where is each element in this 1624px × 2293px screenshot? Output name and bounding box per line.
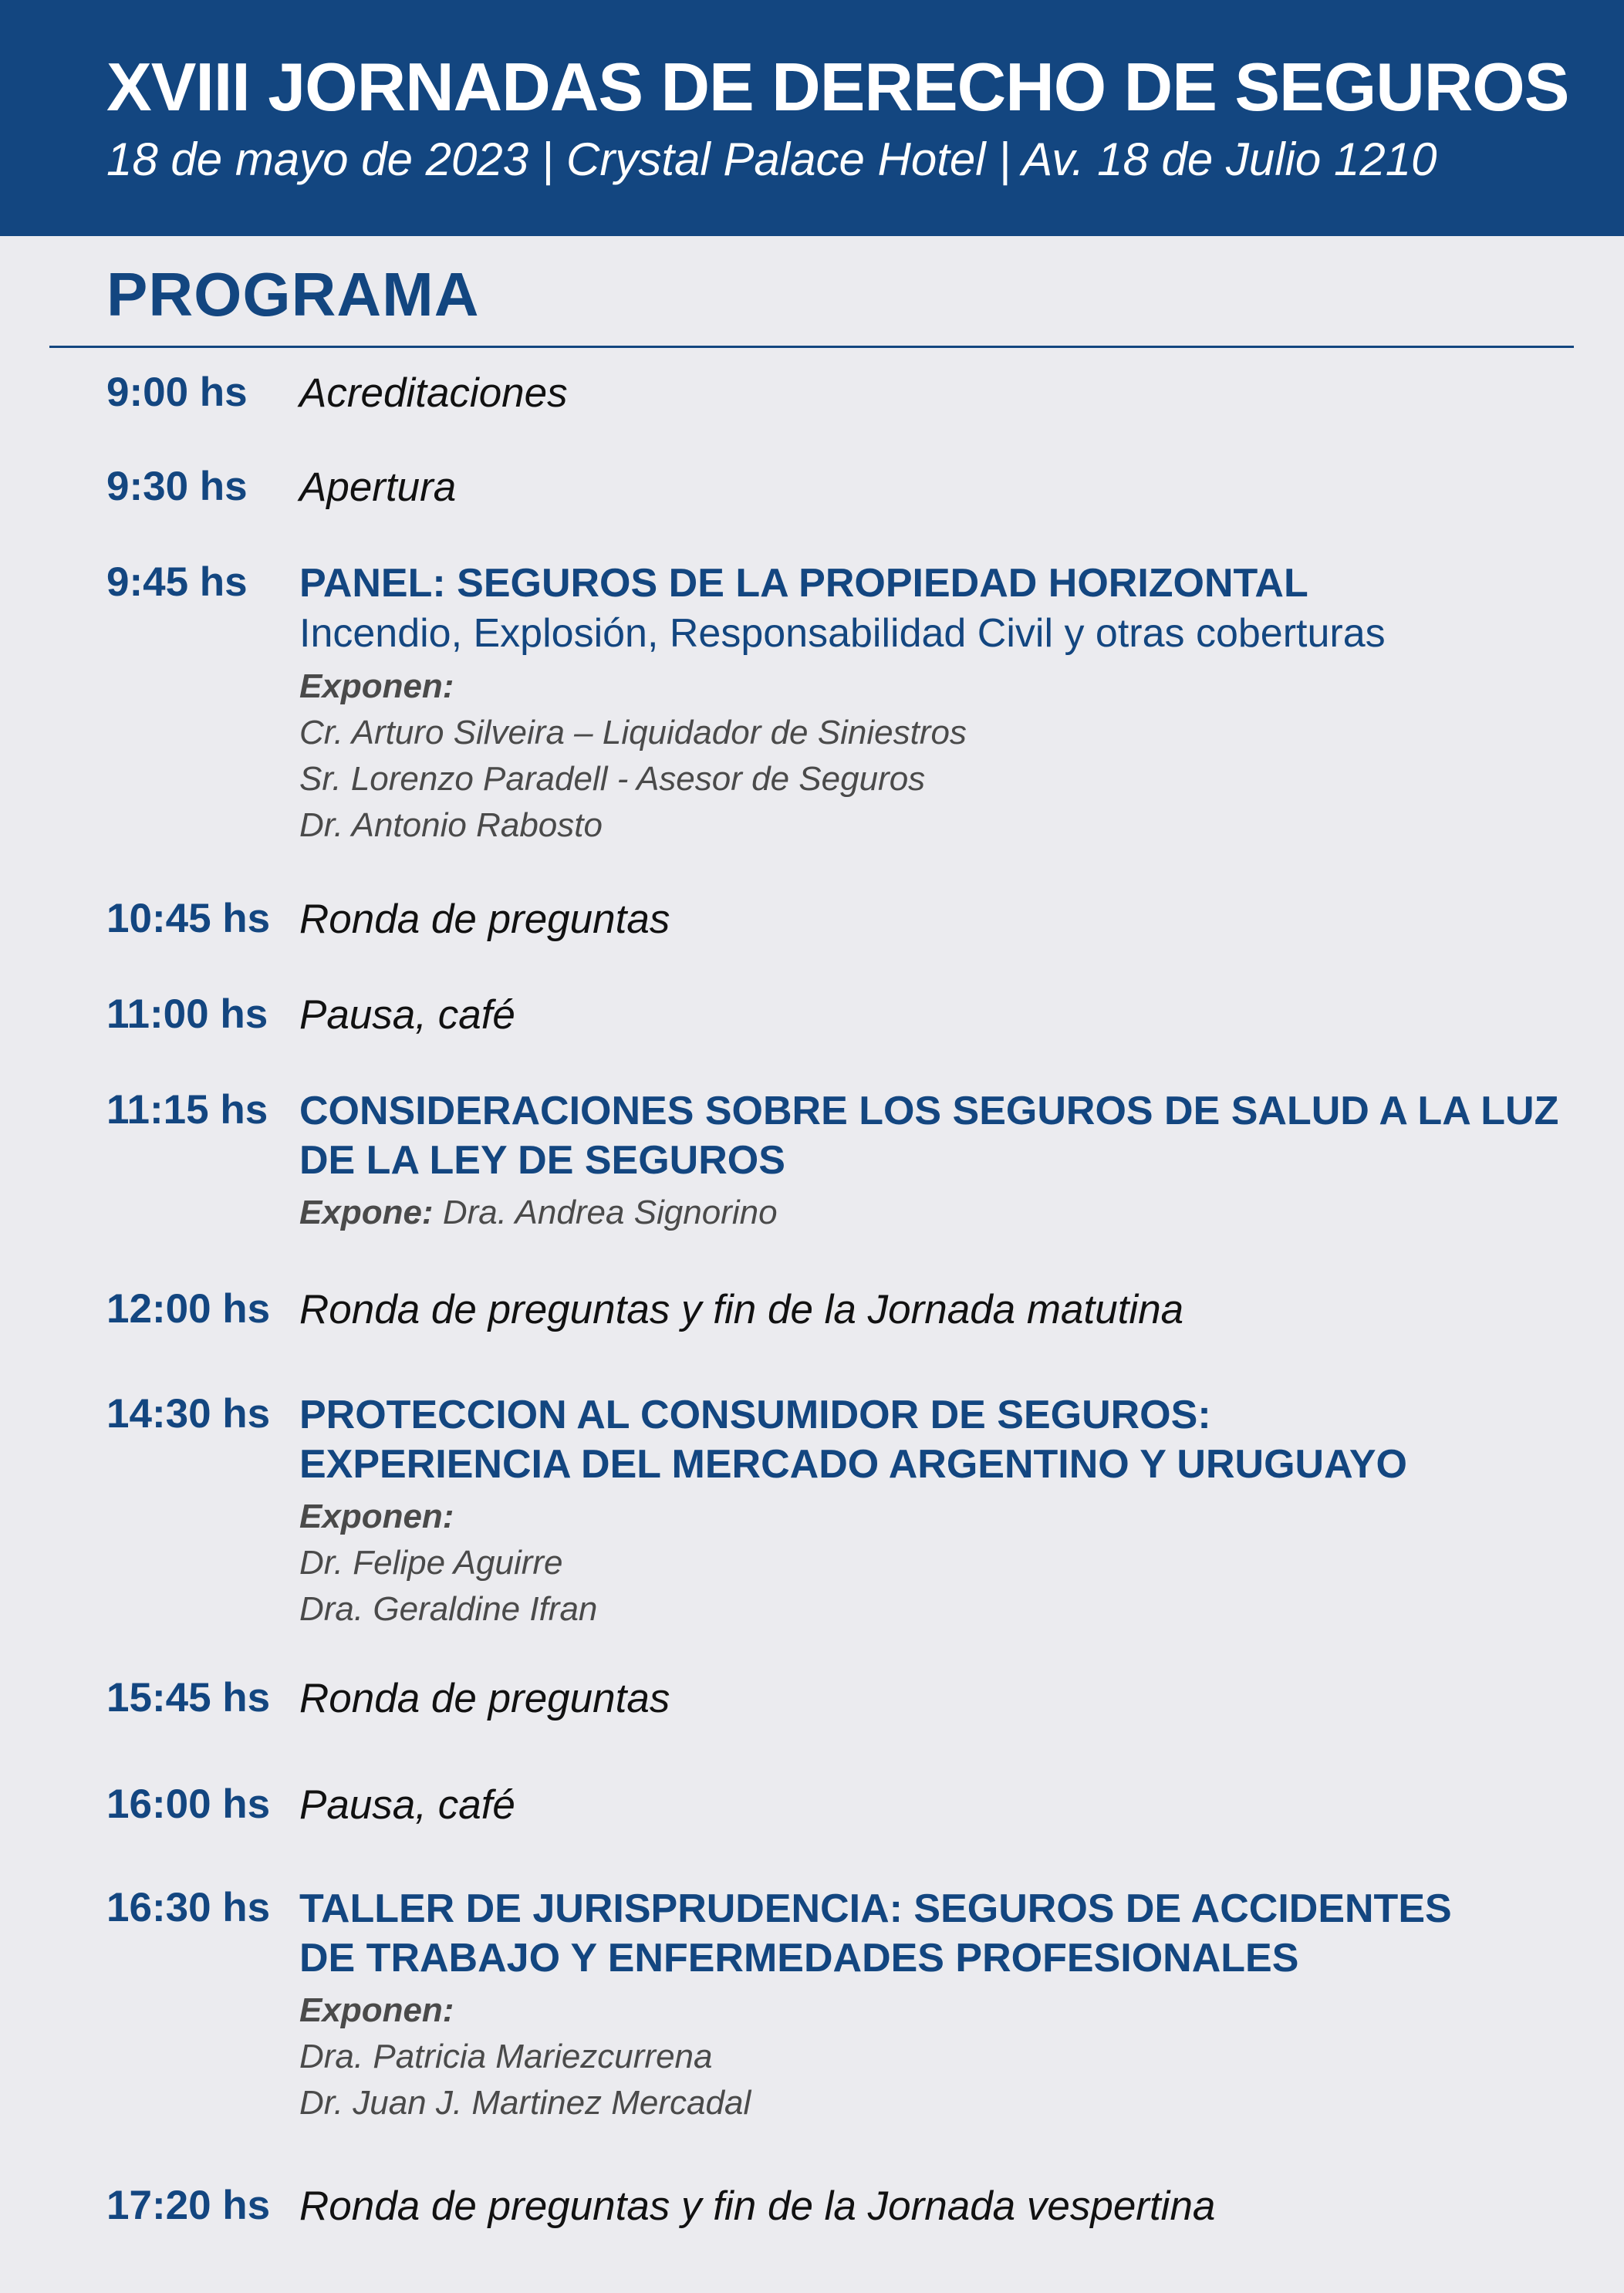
item-subheading: Incendio, Explosión, Responsabilidad Civil y otras coberturas: [299, 611, 1386, 656]
item-time: 15:45 hs: [106, 1675, 271, 1721]
item-heading: PANEL: SEGUROS DE LA PROPIEDAD HORIZONTAL: [299, 561, 1308, 606]
item-heading: EXPERIENCIA DEL MERCADO ARGENTINO Y URUGUAYO: [299, 1442, 1407, 1487]
speaker: Dra. Geraldine Ifran: [299, 1590, 598, 1628]
item-text: Pausa, café: [299, 992, 515, 1038]
speakers-block: [299, 1190, 1595, 1236]
item-time: 14:30 hs: [106, 1391, 271, 1437]
speakers-block: [299, 1494, 1595, 1633]
section-title: PROGRAMA: [106, 260, 480, 329]
item-heading: DE LA LEY DE SEGUROS: [299, 1138, 785, 1183]
item-time: 16:30 hs: [106, 1885, 271, 1930]
header-banner: [0, 0, 1624, 236]
speaker: Dr. Juan J. Martinez Mercadal: [299, 2084, 751, 2122]
speakers-block: [299, 664, 1595, 849]
item-heading: TALLER DE JURISPRUDENCIA: SEGUROS DE ACCIDENTES: [299, 1886, 1452, 1931]
item-time: 17:20 hs: [106, 2183, 271, 2228]
item-text: Ronda de preguntas: [299, 1676, 670, 1721]
event-title: XVIII JORNADAS DE DERECHO DE SEGUROS: [106, 49, 1569, 125]
speaker: Dra. Patricia Mariezcurrena: [299, 2038, 713, 2075]
speaker: Dr. Antonio Rabosto: [299, 806, 603, 844]
item-time: 9:45 hs: [106, 559, 248, 605]
item-heading: PROTECCION AL CONSUMIDOR DE SEGUROS:: [299, 1393, 1211, 1437]
item-text: Pausa, café: [299, 1782, 515, 1828]
speaker: Dra. Andrea Signorino: [442, 1194, 778, 1231]
item-time: 11:15 hs: [106, 1087, 268, 1133]
item-time: 9:00 hs: [106, 370, 248, 415]
item-time: 12:00 hs: [106, 1286, 271, 1332]
item-time: 10:45 hs: [106, 896, 271, 941]
speaker: Sr. Lorenzo Paradell - Asesor de Seguros: [299, 760, 926, 798]
item-time: 11:00 hs: [106, 991, 268, 1037]
item-text: Apertura: [299, 464, 457, 510]
item-heading: CONSIDERACIONES SOBRE LOS SEGUROS DE SALUD A LA LUZ: [299, 1089, 1559, 1133]
speakers-label: Exponen:: [299, 1991, 454, 2029]
section-divider: [49, 346, 1574, 348]
item-text: Ronda de preguntas: [299, 897, 670, 942]
item-text: Acreditaciones: [299, 370, 568, 416]
speakers-label: Exponen:: [299, 1498, 454, 1535]
item-text: Ronda de preguntas y fin de la Jornada vespertina: [299, 2183, 1216, 2229]
item-time: 9:30 hs: [106, 464, 248, 509]
item-heading: DE TRABAJO Y ENFERMEDADES PROFESIONALES: [299, 1936, 1299, 1981]
speaker: Dr. Felipe Aguirre: [299, 1544, 563, 1582]
speakers-label: Expone:: [299, 1194, 434, 1231]
speaker: Cr. Arturo Silveira – Liquidador de Siniestros: [299, 714, 967, 751]
event-subtitle: 18 de mayo de 2023 | Crystal Palace Hotel | Av. 18 de Julio 1210: [106, 133, 1437, 185]
speakers-block: [299, 1987, 1595, 2126]
item-text: Ronda de preguntas y fin de la Jornada matutina: [299, 1287, 1184, 1332]
item-time: 16:00 hs: [106, 1781, 271, 1827]
speakers-label: Exponen:: [299, 667, 454, 705]
